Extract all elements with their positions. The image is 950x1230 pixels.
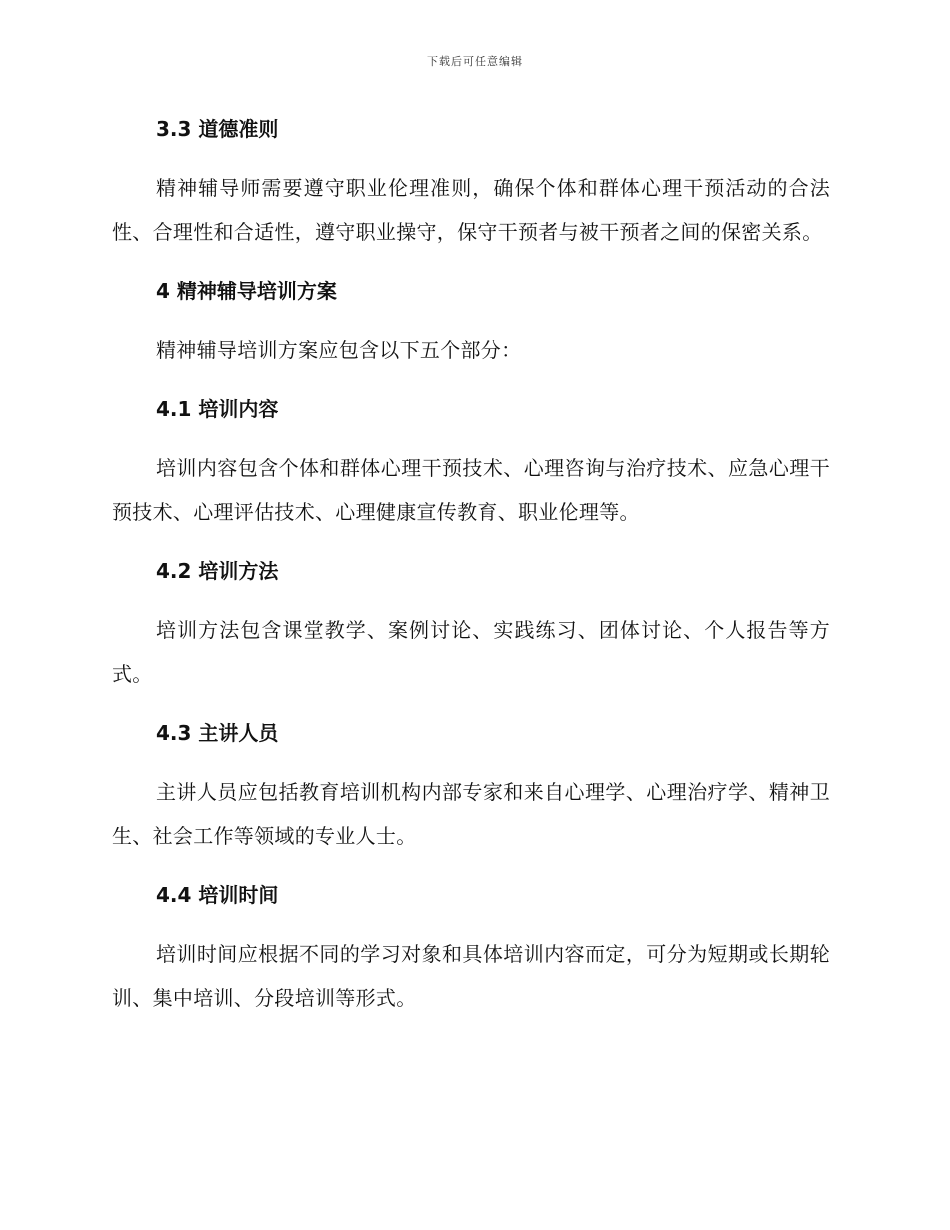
section-paragraph-3-3: 精神辅导师需要遵守职业伦理准则，确保个体和群体心理干预活动的合法性、合理性和合适性，遵守职业操守，保守干预者与被干预者之间的保密关系。: [112, 176, 830, 244]
document-body: [112, 112, 830, 1020]
section-heading-4-1: 4.1 培训内容: [156, 397, 279, 421]
section-heading-3-3: 3.3 道德准则: [156, 117, 279, 141]
page-header: 下载后可任意编辑: [427, 55, 523, 68]
section-heading-4: 4 精神辅导培训方案: [156, 279, 337, 303]
section-paragraph-4-1: 培训内容包含个体和群体心理干预技术、心理咨询与治疗技术、应急心理干预技术、心理评估技术、心理健康宣传教育、职业伦理等。: [112, 456, 830, 524]
section-heading-4-4: 4.4 培训时间: [156, 883, 279, 907]
section-paragraph-4-3: 主讲人员应包括教育培训机构内部专家和来自心理学、心理治疗学、精神卫生、社会工作等领域的专业人士。: [112, 780, 830, 848]
section-paragraph-4: 精神辅导培训方案应包含以下五个部分：: [156, 338, 522, 362]
section-heading-4-3: 4.3 主讲人员: [156, 721, 279, 745]
section-paragraph-4-4: 培训时间应根据不同的学习对象和具体培训内容而定，可分为短期或长期轮训、集中培训、分段培训等形式。: [112, 942, 830, 1010]
section-paragraph-4-2: 培训方法包含课堂教学、案例讨论、实践练习、团体讨论、个人报告等方式。: [112, 618, 830, 686]
section-heading-4-2: 4.2 培训方法: [156, 559, 279, 583]
